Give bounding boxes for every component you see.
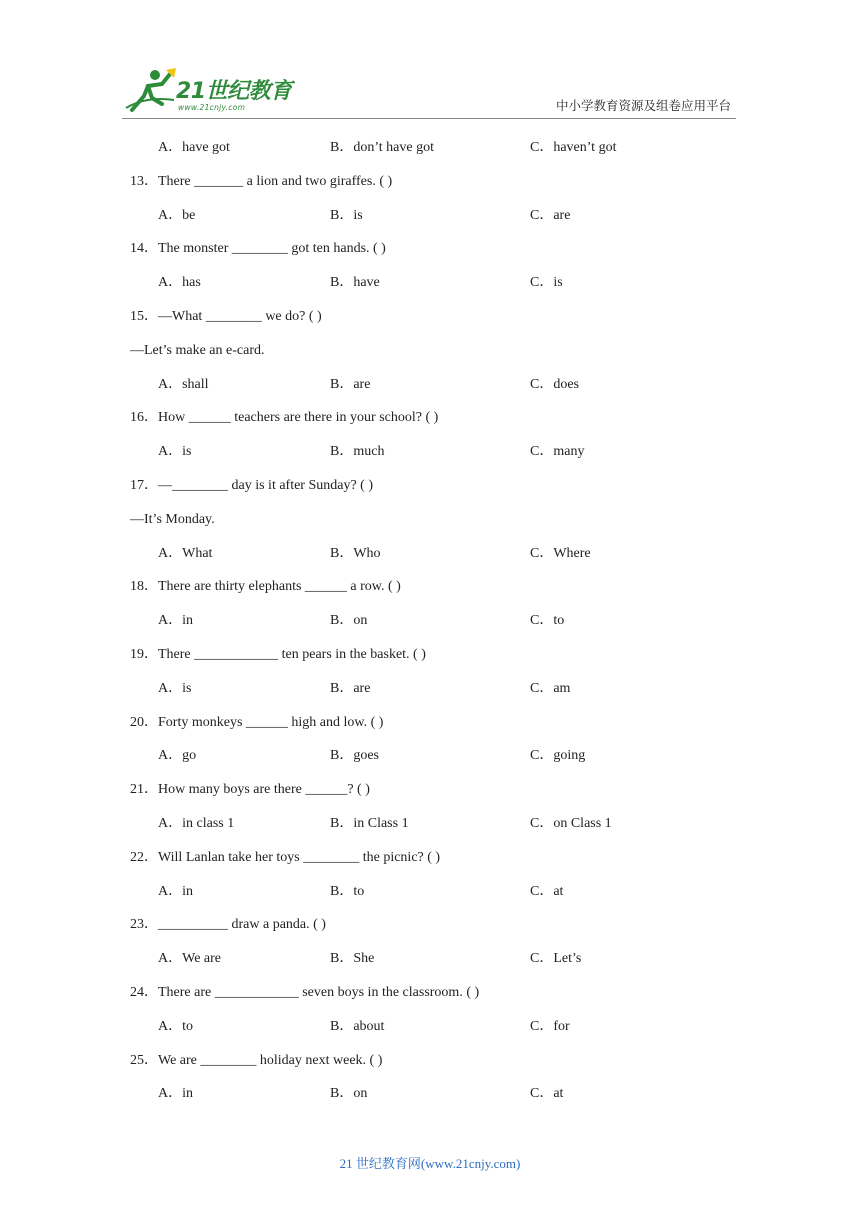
option-c: C．haven’t got [530, 140, 617, 155]
logo-text: 21世纪教育 [176, 79, 292, 104]
logo [122, 66, 292, 116]
options-row [0, 609, 860, 643]
option-a: A．in [158, 883, 193, 899]
options-row [0, 1082, 860, 1116]
option-a: A．to [158, 1018, 193, 1034]
option-b: B．She [330, 951, 375, 967]
option-a: A．is [158, 444, 192, 460]
question-text: 25．We are ________ holiday next week. ( ) [130, 1052, 383, 1068]
option-a: A．What [158, 545, 213, 561]
option-b: B．are [330, 680, 371, 696]
question-text: 23．__________ draw a panda. ( ) [130, 917, 326, 933]
option-b: B．is [330, 207, 363, 223]
question-text: 24．There are ____________ seven boys in the classroom. ( ) [130, 984, 480, 1000]
question-line [0, 913, 860, 947]
options-row [0, 373, 860, 407]
page-header [0, 0, 860, 130]
options-row [0, 677, 860, 711]
option-c: C．to [530, 613, 565, 629]
option-c: C．at [530, 883, 564, 899]
option-c: C．Let’s [530, 951, 582, 967]
question-text: 15．—What ________ we do? ( ) [130, 308, 322, 324]
page-footer: 21 世纪教育网(www.21cnjy.com) [339, 1156, 521, 1171]
question-text: 22．Will Lanlan take her toys ________ the picnic? ( ) [130, 849, 441, 865]
options-row [0, 440, 860, 474]
option-c: C．is [530, 275, 563, 291]
question-line [0, 711, 860, 745]
option-b: B．on [330, 613, 368, 629]
question-text: 20．Forty monkeys ______ high and low. ( ) [130, 714, 384, 730]
option-b: B．have [330, 275, 380, 291]
option-c: C．at [530, 1086, 564, 1102]
question-text: 21．How many boys are there ______? ( ) [130, 782, 370, 798]
option-a: A．in class 1 [158, 815, 235, 831]
options-row [0, 1015, 860, 1049]
option-b: B．in Class 1 [330, 815, 409, 831]
question-line [0, 170, 860, 204]
runner-logo-icon [122, 66, 178, 116]
question-line [0, 508, 860, 542]
option-c: C．Where [530, 545, 591, 561]
options-row [0, 812, 860, 846]
options-row [0, 542, 860, 576]
question-line [0, 778, 860, 812]
option-b: B．to [330, 883, 365, 899]
question-text: 19．There ____________ ten pears in the basket. ( ) [130, 646, 426, 662]
question-line [0, 474, 860, 508]
option-c: C．am [530, 680, 571, 696]
option-a: A．in [158, 613, 193, 629]
options-row [0, 136, 860, 170]
option-c: C．going [530, 748, 586, 764]
option-a: A．go [158, 748, 197, 764]
option-b: B．Who [330, 545, 381, 561]
header-divider [122, 118, 736, 119]
option-a: A．in [158, 1086, 193, 1102]
logo-url: www.21cnjy.com [178, 103, 246, 112]
option-c: C．many [530, 444, 585, 460]
question-text: —Let’s make an e-card. [130, 342, 265, 358]
option-c: C．are [530, 207, 571, 223]
option-b: B．about [330, 1018, 385, 1034]
question-text: 17．—________ day is it after Sunday? ( ) [130, 477, 374, 493]
option-a: A．shall [158, 376, 209, 392]
option-a: A．have got [158, 140, 230, 155]
question-line [0, 981, 860, 1015]
option-a: A．We are [158, 951, 222, 967]
question-line [0, 575, 860, 609]
option-c: C．on Class 1 [530, 815, 612, 831]
question-line [0, 305, 860, 339]
option-a: A．be [158, 207, 196, 223]
question-list [0, 136, 860, 1116]
question-text: 13．There _______ a lion and two giraffes. ( ) [130, 173, 393, 189]
option-b: B．goes [330, 748, 379, 764]
question-line [0, 237, 860, 271]
option-b: B．don’t have got [330, 140, 434, 155]
option-a: A．has [158, 275, 201, 291]
question-text: 18．There are thirty elephants ______ a row. ( ) [130, 579, 401, 595]
header-tagline: 中小学教育资源及组卷应用平台 [555, 98, 731, 113]
option-c: C．does [530, 376, 579, 392]
options-row [0, 271, 860, 305]
option-b: B．much [330, 444, 385, 460]
options-row [0, 947, 860, 981]
question-line [0, 846, 860, 880]
question-line [0, 643, 860, 677]
option-a: A．is [158, 680, 192, 696]
option-c: C．for [530, 1018, 570, 1034]
question-line [0, 406, 860, 440]
option-b: B．are [330, 376, 371, 392]
question-line [0, 1049, 860, 1083]
options-row [0, 744, 860, 778]
option-b: B．on [330, 1086, 368, 1102]
options-row [0, 204, 860, 238]
question-text: —It’s Monday. [130, 511, 215, 527]
question-text: 16．How ______ teachers are there in your school? ( ) [130, 410, 439, 426]
question-text: 14．The monster ________ got ten hands. ( ) [130, 241, 386, 257]
options-row [0, 880, 860, 914]
question-line [0, 339, 860, 373]
